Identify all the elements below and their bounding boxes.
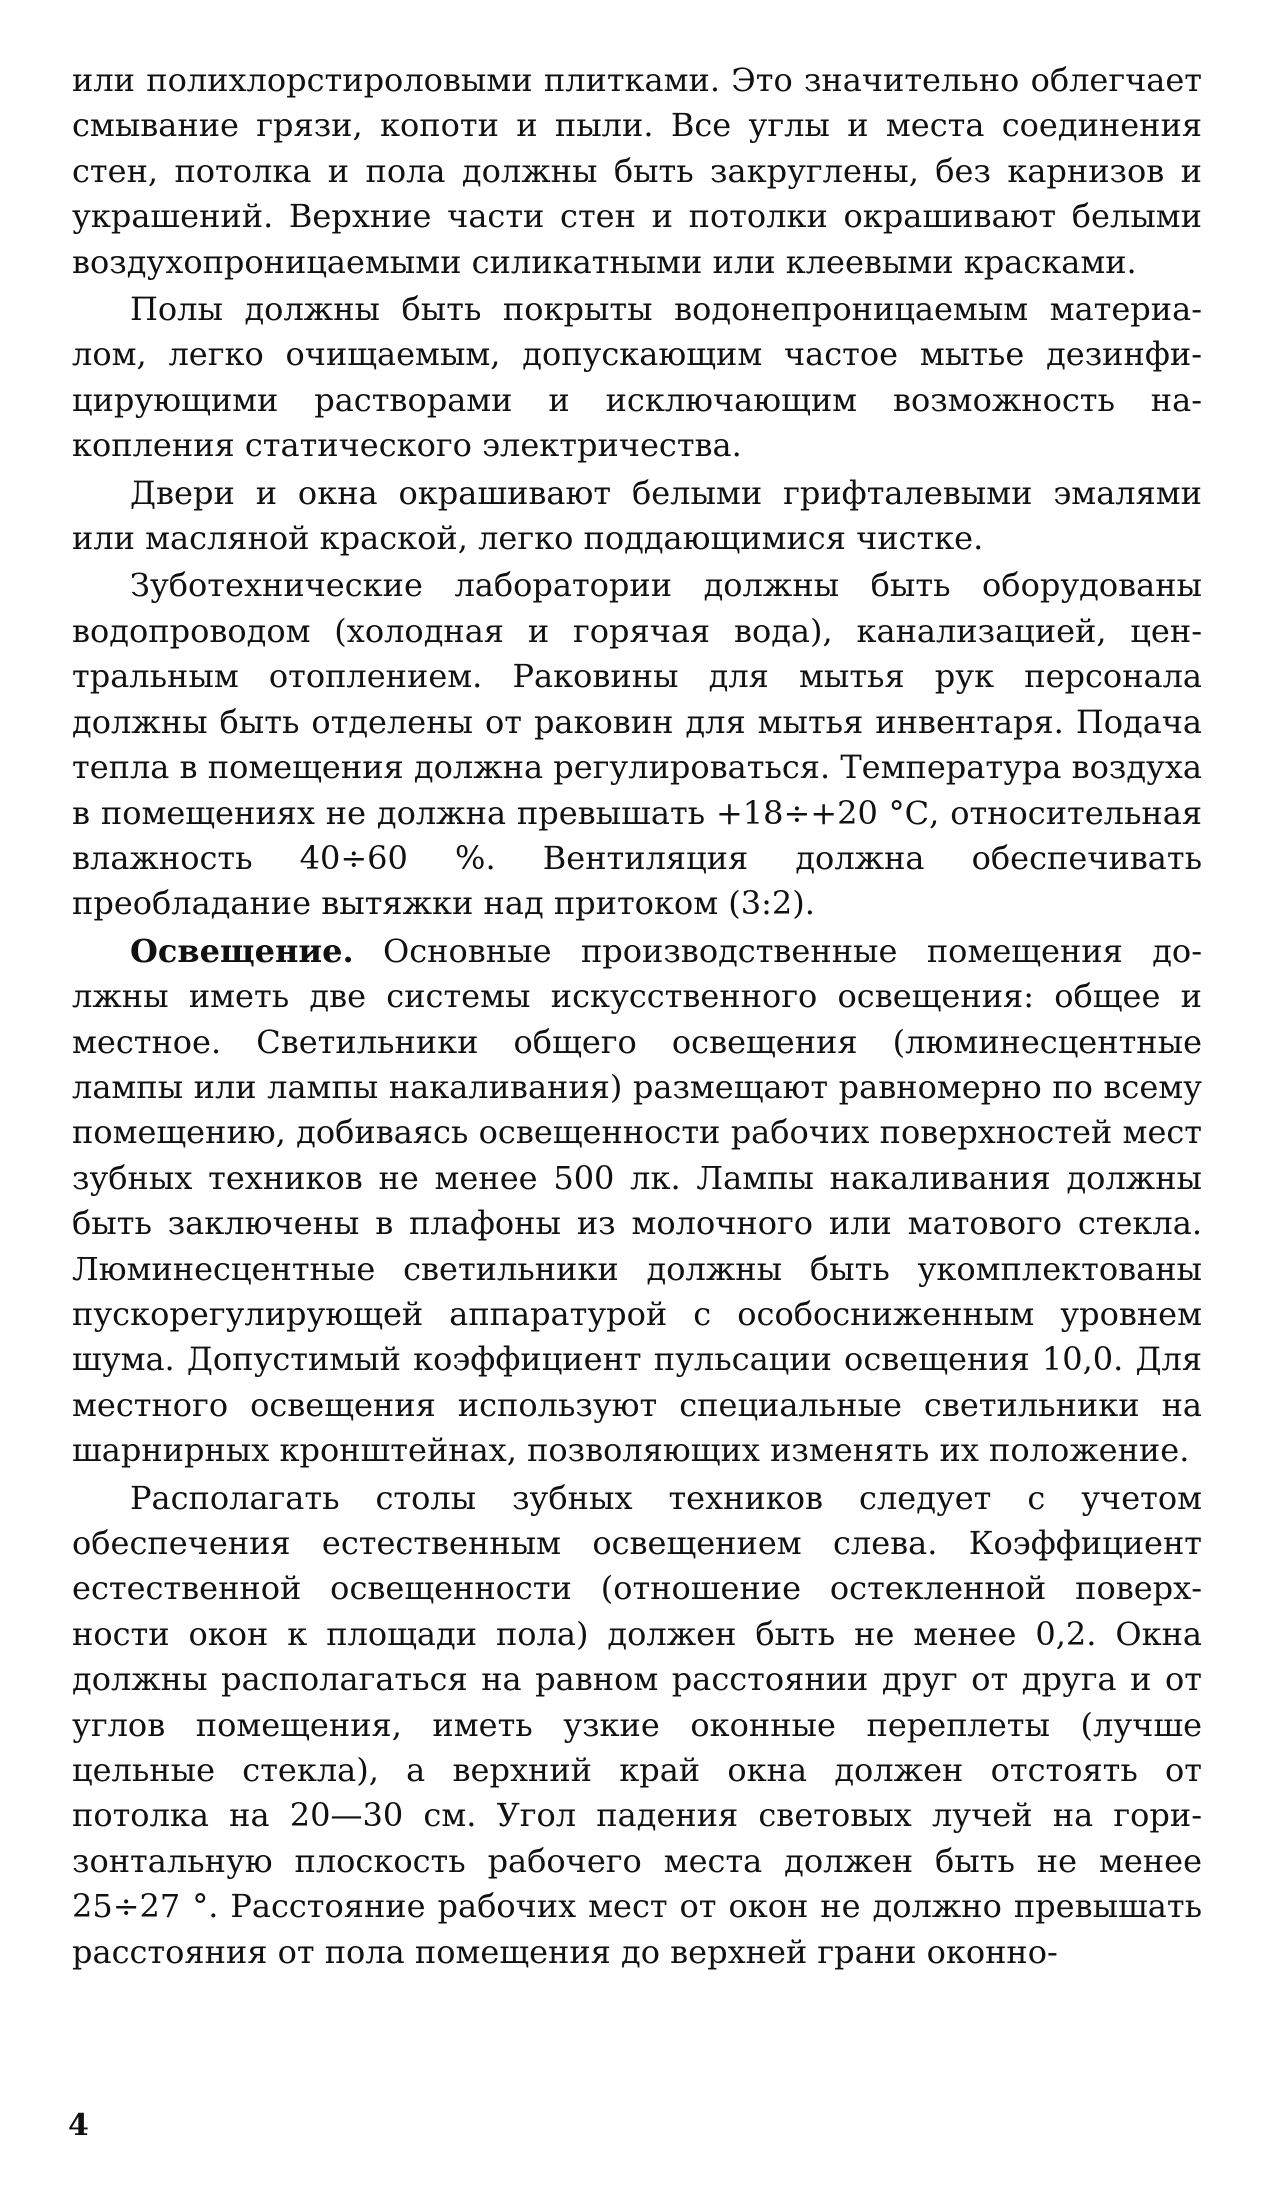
paragraph-text: Двери и окна окрашивают белыми грифталевыми эмалями или масляной краской, легко поддающимися чистке. (72, 473, 1202, 558)
paragraph-text: Полы должны быть покрыты водонепроницаемым материалом, легко очищаемым, допускающим частое мытье дезинфицирующими растворами и исключающим возможность накопления статического электричества. (72, 290, 1202, 465)
page-body (72, 58, 1202, 1977)
paragraph-text: Зуботехнические лаборатории должны быть оборудованы водопроводом (холодная и горячая вода), канализацией, центральным отоплением. Раковины для мытья рук персонала должны быть отделены от раковин для мытья инвентаря. Подача тепла в помещения должна регулироваться. Температура воздуха в помещениях не должна превышать +18÷+20 °С, относительная влажность 40÷60 %. Вентиляция должна обеспечивать преобладание вытяжки над притоком (3:2). (72, 566, 1202, 923)
paragraph-text: или полихлорстироловыми плитками. Это значительно облегчает смывание грязи, копоти и пыли. Все углы и места соединения стен, потолка и пола должны быть закруглены, без карнизов и украшений. Верхние части стен и потолки окрашивают белыми воздухопроницаемыми силикатными или клеевыми красками. (72, 61, 1202, 281)
paragraph-floors (72, 287, 1202, 469)
page-number: 4 (68, 2108, 89, 2143)
paragraph-walls (72, 58, 1202, 285)
paragraph-doors-windows (72, 471, 1202, 562)
paragraph-lighting (72, 929, 1202, 1474)
paragraph-text: Основные производственные помещения должны иметь две системы искусственного освещения: общее и местное. Светильники общего освещения (люминесцентные лампы или лампы накаливания) размещают равномерно по всему помещению, добиваясь освещенности рабочих поверхностей мест зубных техников не менее 500 лк. Лампы накаливания должны быть заключены в плафоны из молочного или матового стекла. Люминесцентные светильники должны быть укомплектованы пускорегулирующей аппаратурой с особосниженным уровнем шума. Допустимый коэффициент пульсации освещения 10,0. Для местного освещения используют специальные светильники на шарнирных кронштейнах, позволяющих изменять их положение. (72, 931, 1202, 1470)
paragraph-utilities (72, 563, 1202, 926)
paragraph-natural-light (72, 1476, 1202, 1975)
section-heading-lighting: Освещение. (130, 931, 354, 970)
paragraph-text: Располагать столы зубных техников следует с учетом обеспечения естественным освещением слева. Коэффициент естественной освещенности (отношение остекленной поверхности окон к площади пола) должен быть не менее 0,2. Окна должны располагаться на равном расстоянии друг от друга и от углов помещения, иметь узкие оконные переплеты (лучше цельные стекла), а верхний край окна должен отстоять от потолка на 20—30 см. Угол падения световых лучей на горизонтальную плоскость рабочего места должен быть не менее 25÷27 °. Расстояние рабочих мест от окон не должно превышать расстояния от пола помещения до верхней грани оконно- (72, 1478, 1202, 1971)
